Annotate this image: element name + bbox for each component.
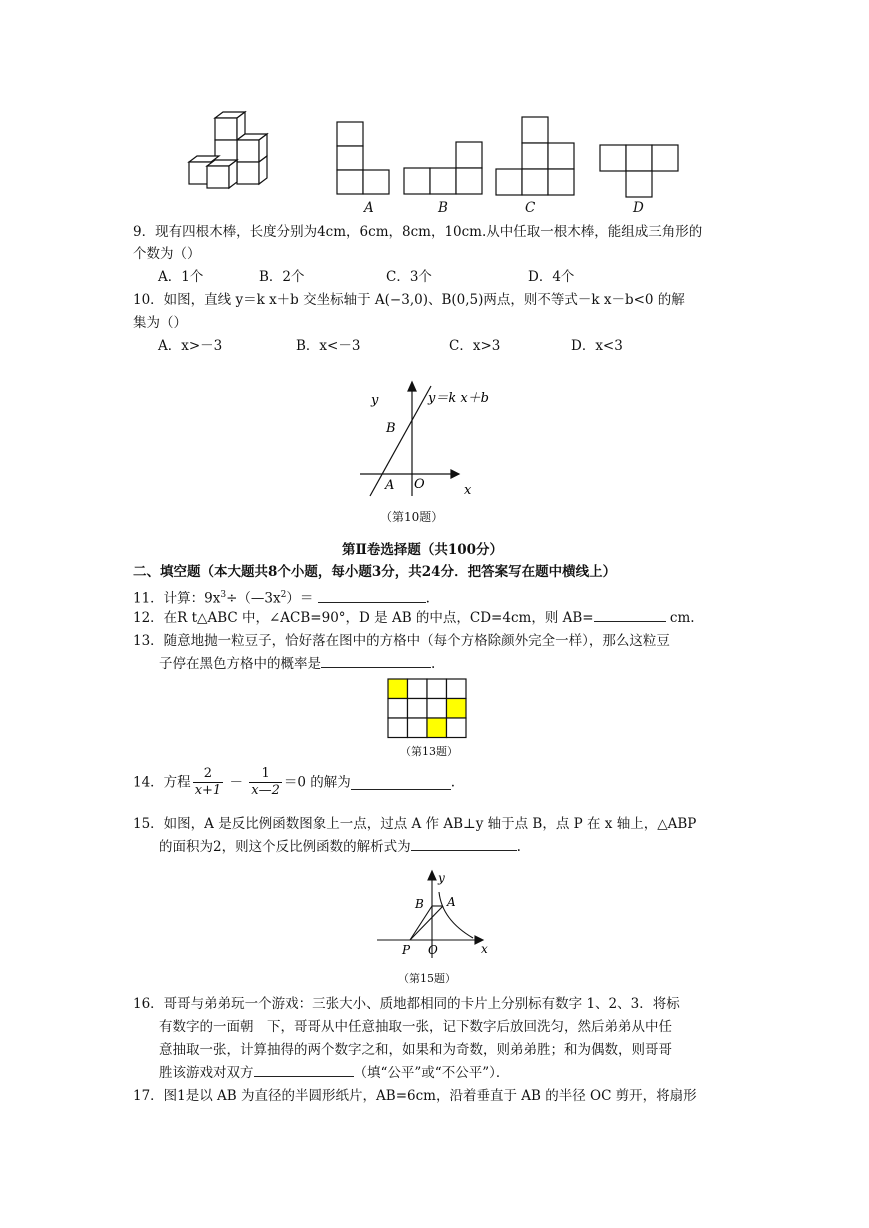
q8-label-c: C: [525, 200, 536, 216]
grid-cell: [427, 699, 447, 719]
q16-line3: 意抽取一张，计算抽得的两个数字之和，如果和为奇数，则弟弟胜；和为偶数，则哥哥: [159, 1042, 672, 1058]
q9-stem-line1: 9．现有四根木棒，长度分别为4cm，6cm，8cm，10cm.从中任取一根木棒，能组成三角形的: [133, 224, 703, 240]
grid-cell: [408, 699, 428, 719]
q14-line: [133, 766, 455, 799]
q16-answer-blank[interactable]: [254, 1062, 354, 1077]
q13-grid-figure: [387, 678, 467, 738]
grid-cell-filled: [447, 699, 467, 719]
q13-answer-blank[interactable]: [321, 653, 431, 668]
q16-line4: [159, 1062, 509, 1084]
q10-graph-a-label: A: [385, 478, 395, 493]
q14-answer-blank[interactable]: [351, 775, 451, 790]
q8-view-b: [402, 140, 486, 198]
q14-suffix: ＝0 的解为: [283, 774, 351, 791]
q13-stem-line2: [159, 653, 435, 675]
grid-cell: [408, 679, 428, 699]
q16-line2: 有数字的一面朝 下，哥哥从中任意抽取一张，记下数字后放回洗匀，然后弟弟从中任: [159, 1019, 672, 1035]
q8-view-a: [335, 120, 395, 198]
q11-answer-blank[interactable]: [318, 588, 426, 603]
grid-cell: [388, 718, 408, 738]
q14-fraction-1: $\frac{2}{x+1}$: [194, 766, 222, 798]
q10-graph-y-label: y: [371, 393, 379, 408]
q15-graph-p-label: P: [402, 943, 411, 957]
q15-caption: （第15题）: [398, 972, 456, 985]
q14-fraction-2: $\frac{1}{x—2}$: [251, 766, 280, 798]
q11-end: ）＝: [286, 590, 314, 607]
q10-graph-b-label: B: [386, 421, 396, 436]
grid-cell: [427, 679, 447, 699]
q14-dot: .: [450, 774, 456, 791]
q15-stem-line2: [159, 836, 521, 858]
q15-stem-line1: 15．如图，A 是反比例函数图象上一点，过点 A 作 AB⊥y 轴于点 B，点 P 在 x 轴上，△ABP: [133, 816, 697, 832]
q11-prefix: 11．计算：9x: [133, 590, 221, 607]
q12-answer-blank[interactable]: [594, 607, 666, 622]
q15-graph-a-label: A: [447, 895, 456, 909]
q9-option-c: C．3个: [386, 269, 432, 285]
q14-prefix: 14．方程: [133, 774, 191, 791]
grid-cell: [447, 718, 467, 738]
q15-graph-b-label: B: [415, 897, 424, 911]
grid-cell-filled: [427, 718, 447, 738]
q8-view-d: [598, 143, 684, 199]
q12-unit: cm.: [669, 610, 695, 626]
grid-cell: [408, 718, 428, 738]
q12-text: 12．在R t△ABC 中，∠ACB=90°，D 是 AB 的中点，CD=4cm，则 AB=: [133, 610, 594, 626]
q9-stem-line2: 个数为（）: [133, 246, 201, 262]
q9-option-d: D．4个: [528, 269, 575, 285]
section2-title: 第Ⅱ卷选择题（共100分）: [342, 542, 504, 558]
q13-caption: （第13题）: [400, 745, 458, 758]
q10-graph-equation: y＝k x＋b: [428, 391, 490, 406]
q13-dot: .: [431, 656, 436, 672]
q14-minus: －: [229, 774, 243, 791]
q17-line1: 17．图1是以 AB 为直径的半圆形纸片，AB=6cm，沿着垂直于 AB 的半径 OC 剪开，将扇形: [133, 1088, 697, 1104]
q8-view-c: [494, 115, 578, 199]
q15-dot: .: [516, 839, 521, 855]
q8-label-d: D: [633, 200, 644, 216]
q15-graph: [375, 868, 495, 963]
q15-graph-o-label: O: [428, 943, 438, 957]
q10-caption: （第10题）: [380, 510, 444, 524]
q10-graph-x-label: x: [464, 483, 472, 498]
q11-mid: ÷（—3x: [226, 590, 281, 607]
q8-cubes-figure: [185, 110, 275, 190]
q10-option-d: D．x<3: [571, 338, 623, 354]
q8-label-b: B: [438, 200, 448, 216]
q15-graph-y-label: y: [438, 871, 445, 885]
q11-dot: .: [425, 590, 430, 607]
q9-option-a: A．1个: [158, 269, 204, 285]
q10-graph-o-label: O: [414, 477, 425, 492]
q10-option-b: B．x<－3: [296, 338, 361, 354]
q15-graph-x-label: x: [481, 942, 488, 956]
q10-stem-line1: 10．如图，直线 y＝k x＋b 交坐标轴于 A(−3,0)、B(0,5)两点，则不等式－k x－b<0 的解: [133, 292, 685, 308]
grid-cell-filled: [388, 679, 408, 699]
q16-line1: 16．哥哥与弟弟玩一个游戏：三张大小、质地都相同的卡片上分别标有数字 1、2、3．将标: [133, 996, 680, 1012]
q12-line: [133, 607, 695, 629]
q9-option-b: B．2个: [259, 269, 305, 285]
q10-option-a: A．x>－3: [158, 338, 223, 354]
q16-line4-hint: （填“公平”或“不公平”）．: [353, 1065, 510, 1081]
q13-stem-line1: 13．随意地抛一粒豆子，恰好落在图中的方格中（每个方格除颜外完全一样），那么这粒豆: [133, 633, 670, 649]
q10-graph: [355, 378, 505, 503]
q10-stem-line2: 集为（）: [133, 315, 187, 331]
q13-stem-text2: 子停在黑色方格中的概率是: [159, 656, 321, 672]
q15-stem-text2: 的面积为2，则这个反比例函数的解析式为: [159, 839, 411, 855]
grid-cell: [388, 699, 408, 719]
q8-label-a: A: [364, 200, 374, 216]
q16-line4-text: 胜该游戏对双方: [159, 1065, 254, 1081]
q10-option-c: C．x>3: [449, 338, 501, 354]
q11-line: 11．计算：$9x^3\div(—3x^2)=$ .: [133, 584, 430, 610]
q15-answer-blank[interactable]: [411, 836, 517, 851]
grid-cell: [447, 679, 467, 699]
section2-heading: 二、填空题（本大题共8个小题，每小题3分，共24分．把答案写在题中横线上）: [133, 564, 617, 580]
